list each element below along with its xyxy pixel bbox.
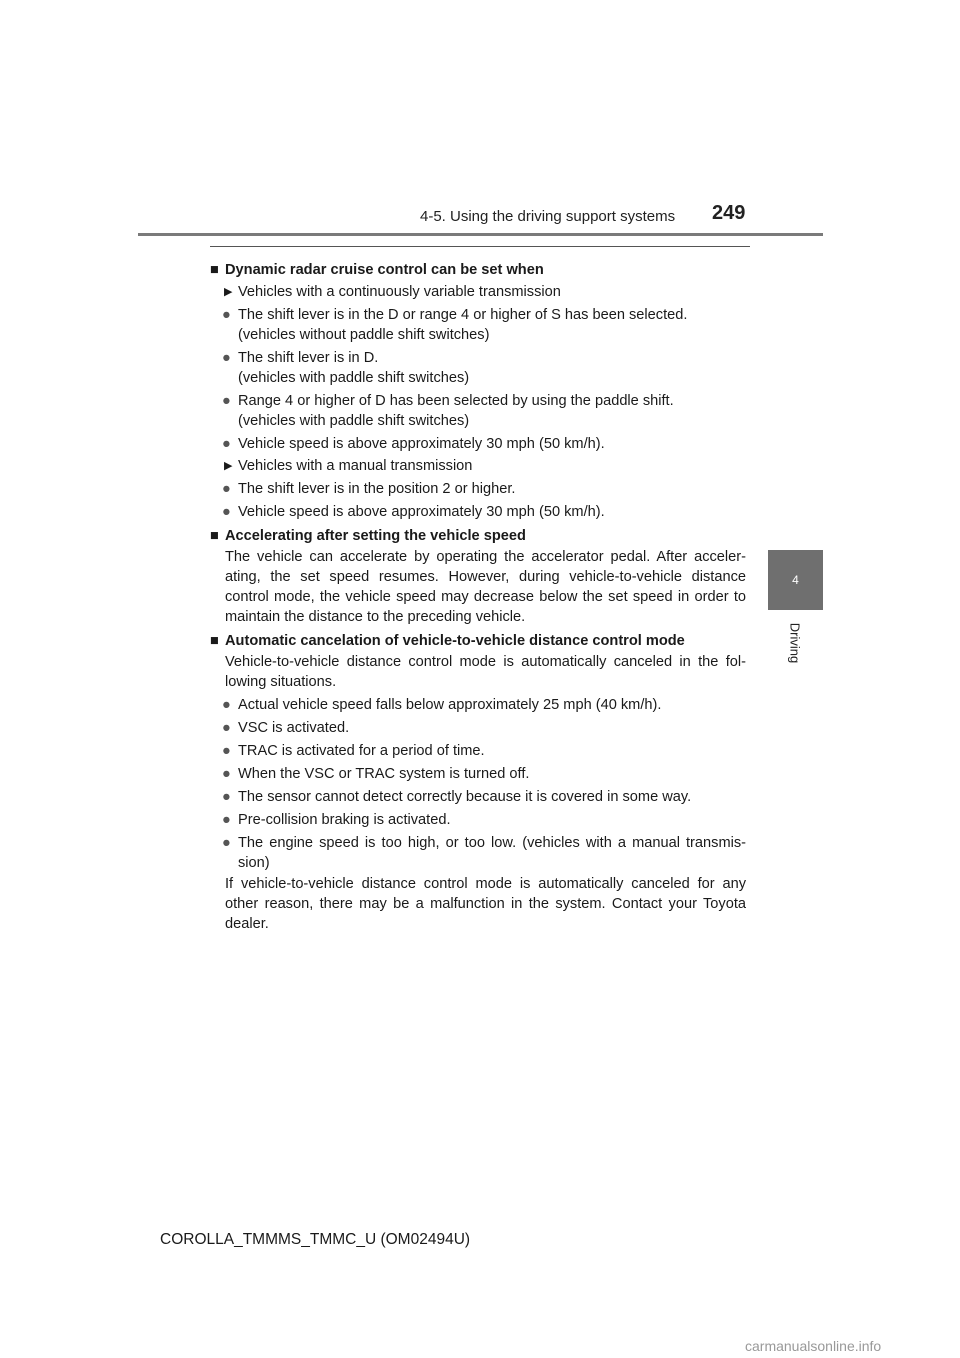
- triangle-icon: ▶: [224, 460, 233, 472]
- header-divider: [138, 233, 823, 236]
- paragraph: Vehicle-to-vehicle distance control mode is automatically canceled in the fol-lowing situations.: [225, 654, 746, 690]
- paragraph: If vehicle-to-vehicle distance control mode is automatically canceled for any other reason, there may be a malfunction in the system. Contact your Toyota dealer.: [225, 876, 746, 932]
- header-section-title: 4-5. Using the driving support systems: [420, 208, 676, 225]
- heading-text: Automatic cancelation of vehicle-to-vehicle distance control mode: [225, 633, 685, 649]
- square-icon: ■: [210, 528, 219, 544]
- list-item: [210, 787, 746, 807]
- list-item: [210, 741, 746, 761]
- list-item-text: The shift lever is in the position 2 or higher.: [238, 481, 516, 497]
- bullet-icon: ●: [222, 720, 231, 736]
- list-item: [210, 810, 746, 830]
- bullet-icon: ●: [222, 835, 231, 851]
- list-item-text: The sensor cannot detect correctly because it is covered in some way.: [238, 789, 692, 805]
- list-item: [210, 764, 746, 784]
- list-item: [210, 502, 746, 522]
- footer-document-code: COROLLA_TMMMS_TMMC_U (OM02494U): [160, 1231, 471, 1248]
- sub-heading-text: Vehicles with a continuously variable transmission: [238, 284, 561, 300]
- list-item-text: Pre-collision braking is activated.: [238, 812, 451, 828]
- bullet-icon: ●: [222, 307, 231, 323]
- list-item-text: Range 4 or higher of D has been selected by using the paddle shift.: [238, 393, 674, 409]
- chapter-tab: [768, 550, 823, 610]
- bullet-icon: ●: [222, 766, 231, 782]
- list-item-text: Vehicle speed is above approximately 30 mph (50 km/h).: [238, 504, 605, 520]
- main-content: [210, 256, 746, 934]
- list-item: [210, 695, 746, 715]
- bullet-icon: ●: [222, 350, 231, 366]
- list-item-text: When the VSC or TRAC system is turned off.: [238, 766, 530, 782]
- list-item-text: TRAC is activated for a period of time.: [238, 743, 485, 759]
- bullet-icon: ●: [222, 697, 231, 713]
- list-item: [210, 434, 746, 454]
- sub-heading: [210, 282, 746, 302]
- chapter-tab-label-wrap: [780, 618, 810, 668]
- sub-heading: [210, 456, 746, 476]
- bullet-icon: ●: [222, 743, 231, 759]
- heading-text: Accelerating after setting the vehicle speed: [225, 528, 526, 544]
- list-item: [210, 305, 746, 345]
- bullet-icon: ●: [222, 436, 231, 452]
- page-number: 249: [712, 202, 746, 224]
- bullet-icon: ●: [222, 504, 231, 520]
- section-heading: [210, 260, 746, 280]
- list-item-text: Vehicle speed is above approximately 30 mph (50 km/h).: [238, 436, 605, 452]
- section-heading: [210, 631, 746, 651]
- bullet-icon: ●: [222, 481, 231, 497]
- square-icon: ■: [210, 633, 219, 649]
- list-item: [210, 718, 746, 738]
- list-item: [210, 391, 746, 431]
- list-item-text: VSC is activated.: [238, 720, 350, 736]
- list-item-note: (vehicles with paddle shift switches): [238, 370, 470, 386]
- list-item-note: (vehicles without paddle shift switches): [238, 327, 490, 343]
- chapter-tab-label: Driving: [787, 622, 803, 664]
- section-heading: [210, 526, 746, 546]
- list-item-text: The shift lever is in D.: [238, 350, 379, 366]
- list-item: [210, 833, 746, 873]
- list-item-text: The engine speed is too high, or too low. (vehicles with a manual transmis-sion): [238, 835, 746, 871]
- chapter-tab-number: 4: [792, 573, 799, 587]
- sub-heading-text: Vehicles with a manual transmission: [238, 458, 473, 474]
- content-divider: [210, 246, 750, 247]
- triangle-icon: ▶: [224, 286, 233, 298]
- paragraph: The vehicle can accelerate by operating the accelerator pedal. After acceler-ating, the set speed resumes. However, during vehicle-to-vehicle distance control mode, the vehicle speed may decrease below the set speed in order to maintain the distance to the preceding vehicle.: [225, 549, 746, 625]
- square-icon: ■: [210, 262, 219, 278]
- watermark: carmanualsonline.info: [745, 1338, 882, 1354]
- list-item: [210, 479, 746, 499]
- heading-text: Dynamic radar cruise control can be set when: [225, 262, 544, 278]
- list-item-text: Actual vehicle speed falls below approximately 25 mph (40 km/h).: [238, 697, 662, 713]
- list-item-note: (vehicles with paddle shift switches): [238, 413, 470, 429]
- list-item-text: The shift lever is in the D or range 4 or higher of S has been selected.: [238, 307, 688, 323]
- bullet-icon: ●: [222, 789, 231, 805]
- bullet-icon: ●: [222, 393, 231, 409]
- bullet-icon: ●: [222, 812, 231, 828]
- list-item: [210, 348, 746, 388]
